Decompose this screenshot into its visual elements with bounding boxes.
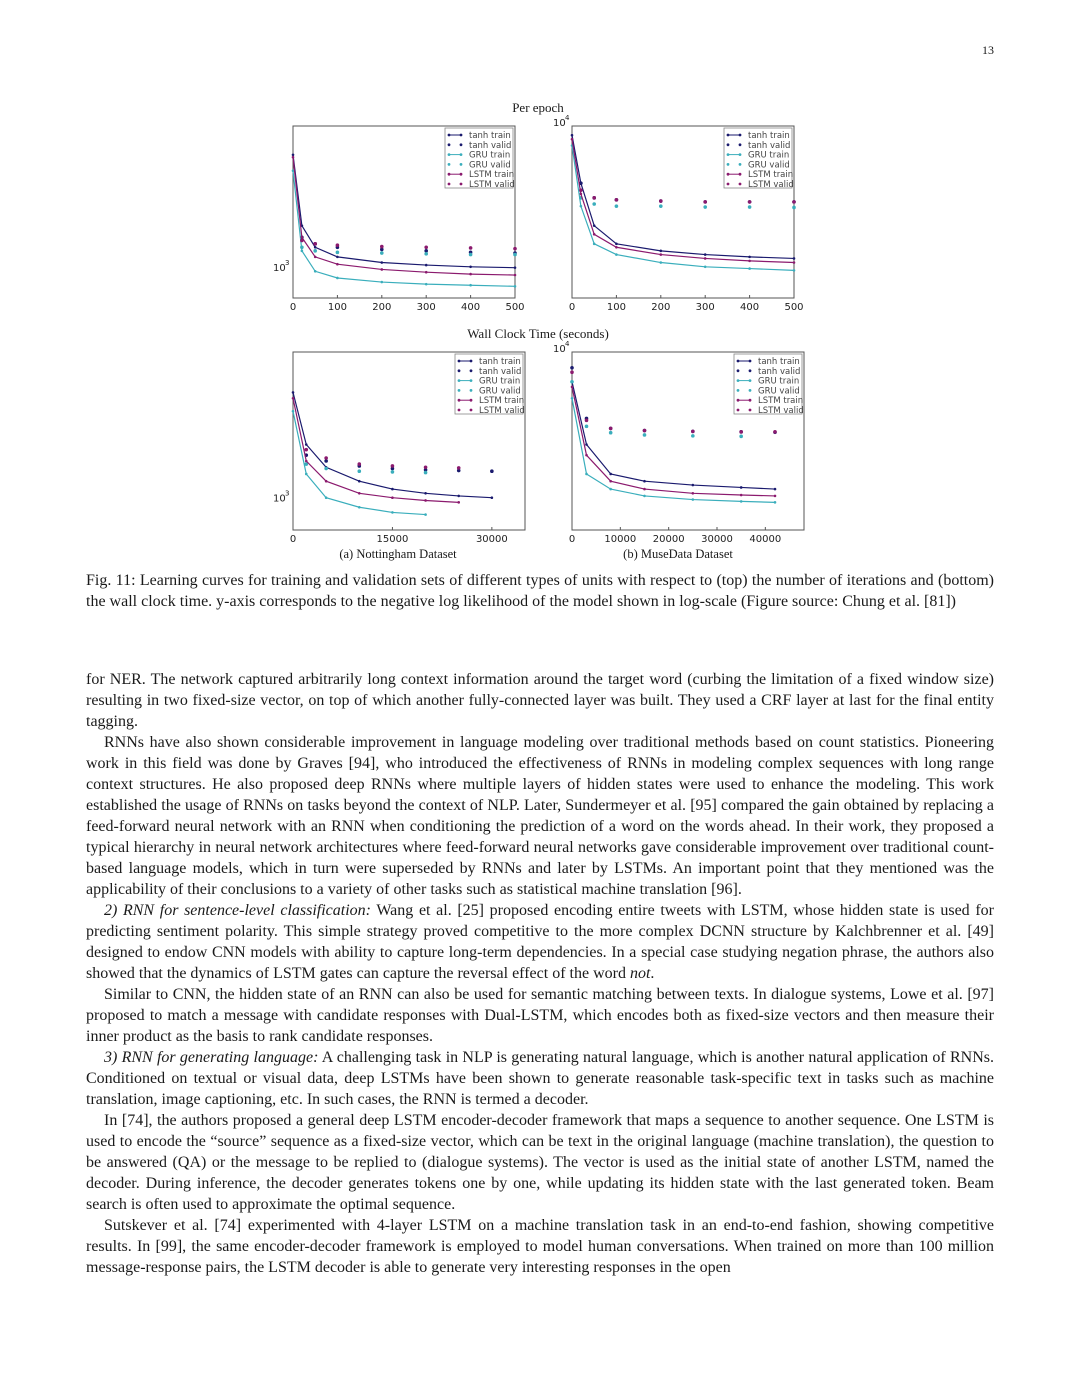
data-point	[792, 200, 796, 204]
legend-marker	[470, 409, 473, 412]
legend-marker	[458, 379, 461, 382]
x-tick-label: 20000	[652, 534, 685, 545]
x-tick-label: 0	[289, 534, 297, 545]
x-tick-label: 200	[651, 302, 671, 313]
section-heading: 2) RNN for sentence-level classification:	[104, 902, 371, 919]
data-point	[739, 430, 743, 434]
legend-label: LSTM valid	[748, 180, 794, 190]
data-point	[643, 488, 646, 491]
paragraph: for NER. The network captured arbitrarily long context information around the target word (curbing the limitation of a fixed window size) resulting in two fixed-size vector, on top of which another fully-connected layer was built. They used a CRF layer at last for the final entity tagging.	[86, 671, 994, 730]
data-point	[609, 431, 613, 435]
data-point	[704, 265, 707, 268]
legend-marker	[448, 153, 451, 156]
legend-marker	[749, 360, 752, 363]
row-title-per-epoch: Per epoch	[512, 100, 564, 115]
data-point	[513, 253, 517, 257]
paragraph: 2) RNN for sentence-level classification: Wang et al. [25] proposed encoding entire tweets with LSTM, whose hidden state is used for predicting sentiment polarity. This simple strategy proved competitive to the more complex DCNN structure by Kalchbrenner et al. [49] designed to endow CNN models with ability to capture long-term dependencies. In a special case studying negation phrase, the authors also showed that the dynamics of LSTM gates can capture the reversal effect of the word not.	[86, 902, 994, 982]
y-tick-label: 10	[273, 493, 286, 505]
data-point	[739, 435, 743, 439]
data-point	[571, 386, 574, 389]
data-point	[305, 443, 308, 446]
data-point	[740, 494, 743, 497]
data-point	[314, 270, 317, 273]
legend-marker	[727, 173, 730, 176]
data-point	[469, 273, 472, 276]
subcaption-musedata: (b) MuseData Dataset	[623, 547, 733, 561]
data-point	[703, 205, 707, 209]
data-point	[643, 433, 647, 437]
legend-marker	[739, 173, 742, 176]
data-point	[580, 205, 583, 208]
data-point	[292, 153, 295, 156]
figure-11	[0, 96, 1080, 566]
paragraph: 3) RNN for generating language: A challenging task in NLP is generating natural language, which is another natural application of RNNs. Conditioned on textual or visual data, deep LSTMs have been shown to generate reasonable task-specific text in tasks such as machine translation, image captioning, etc. In such cases, the RNN is termed a decoder.	[86, 1049, 994, 1108]
data-point	[740, 500, 743, 503]
data-point	[325, 480, 328, 483]
data-point	[660, 261, 663, 264]
y-tick-label: 10	[273, 262, 286, 274]
data-point	[593, 243, 596, 246]
legend-marker	[470, 369, 473, 372]
legend-marker	[460, 134, 463, 137]
chart-panel-bottom-right	[553, 340, 804, 545]
legend-marker	[460, 143, 463, 146]
x-tick-label: 200	[372, 302, 392, 313]
legend-label: tanh train	[469, 131, 511, 141]
legend-marker	[727, 183, 730, 186]
data-point	[314, 246, 317, 249]
legend-marker	[737, 360, 740, 363]
data-point	[469, 265, 472, 268]
x-tick-label: 0	[289, 302, 297, 313]
legend	[445, 128, 515, 190]
data-point	[660, 253, 663, 256]
x-tick-label: 500	[505, 302, 525, 313]
data-point	[570, 366, 574, 370]
legend-label: GRU valid	[748, 160, 790, 171]
data-point	[380, 251, 384, 255]
data-point	[292, 397, 295, 400]
data-point	[391, 488, 394, 491]
data-point	[425, 283, 428, 286]
x-tick-label: 500	[784, 302, 804, 313]
legend-label: tanh train	[758, 357, 800, 367]
legend-marker	[739, 183, 742, 186]
body-text	[86, 669, 994, 1278]
data-point	[292, 410, 295, 413]
x-tick-label: 0	[568, 534, 576, 545]
paragraph: Similar to CNN, the hidden state of an RNN can also be used for semantic matching between texts. In dialogue systems, Lowe et al. [97] proposed to match a message with candidate responses with Dual-LSTM, which encodes both as fixed-size vectors and then measure their inner product as the basis to rank candidate responses.	[86, 986, 994, 1045]
data-point	[659, 204, 663, 208]
data-point	[585, 419, 589, 423]
data-point	[514, 285, 517, 288]
data-point	[691, 434, 695, 438]
figure-caption: Fig. 11: Learning curves for training and validation sets of different types of units with respect to (top) the number of iterations and (bottom) the wall clock time. y-axis corresponds to the negative log likelihood of the model shown in log-scale (Figure source: Chung et al. [81])	[86, 572, 994, 610]
data-point	[336, 251, 340, 255]
data-point	[748, 205, 752, 209]
data-point	[313, 249, 317, 253]
data-point	[336, 256, 339, 259]
data-point	[579, 188, 583, 192]
legend-marker	[737, 379, 740, 382]
section-heading: 3) RNN for generating language:	[104, 1049, 319, 1066]
data-point	[793, 261, 796, 264]
data-point	[609, 488, 612, 491]
data-point	[609, 480, 612, 483]
data-point	[592, 202, 596, 206]
x-tick-label: 400	[740, 302, 760, 313]
paragraph: Sutskever et al. [74] experimented with 4-layer LSTM on a machine translation task in an end-to-end fashion, showing competitive results. In [99], the same encoder-decoder framework is employed to model human conversations. When trained on more than 100 million message-response pairs, the LSTM decoder is able to generate very interesting responses in the open	[86, 1217, 994, 1276]
data-point	[324, 456, 328, 460]
legend-marker	[739, 134, 742, 137]
data-point	[571, 138, 574, 141]
data-point	[585, 454, 588, 457]
data-point	[381, 268, 384, 271]
legend-label: LSTM train	[479, 396, 525, 407]
x-tick-label: 40000	[749, 534, 782, 545]
y-tick-exponent: 3	[285, 258, 290, 267]
x-tick-label: 400	[461, 302, 481, 313]
legend-label: tanh valid	[469, 140, 512, 151]
data-point	[748, 256, 751, 259]
data-point	[740, 486, 743, 489]
data-point	[748, 267, 751, 270]
legend-marker	[458, 389, 461, 392]
data-point	[615, 246, 618, 249]
legend-marker	[470, 379, 473, 382]
data-point	[704, 257, 707, 260]
legend-label: tanh train	[748, 131, 790, 141]
data-point	[336, 263, 339, 266]
data-point	[292, 391, 295, 394]
data-point	[425, 271, 428, 274]
x-tick-label: 30000	[701, 534, 733, 545]
legend-label: LSTM valid	[479, 406, 525, 416]
data-point	[514, 274, 517, 277]
legend-marker	[458, 360, 461, 363]
data-point	[357, 469, 361, 473]
y-tick-exponent: 3	[285, 489, 290, 498]
x-tick-label: 300	[416, 302, 436, 313]
data-point	[691, 430, 695, 434]
data-point	[424, 252, 428, 256]
legend-label: tanh valid	[758, 366, 801, 377]
data-point	[301, 250, 304, 253]
legend-marker	[448, 173, 451, 176]
data-point	[424, 245, 428, 249]
x-tick-label: 100	[606, 302, 626, 313]
legend-label: LSTM valid	[758, 406, 804, 416]
data-point	[305, 473, 308, 476]
data-point	[692, 492, 695, 495]
data-point	[457, 466, 461, 470]
learning-curves-figure	[0, 96, 1080, 566]
legend-label: tanh train	[479, 357, 521, 367]
legend-label: GRU train	[748, 150, 790, 161]
data-point	[774, 488, 777, 491]
legend-marker	[460, 153, 463, 156]
data-point	[615, 243, 618, 246]
data-point	[424, 465, 428, 469]
legend-label: GRU train	[758, 376, 800, 387]
legend-label: tanh valid	[479, 366, 522, 377]
legend-marker	[727, 153, 730, 156]
data-point	[585, 425, 589, 429]
y-tick-exponent: 4	[565, 340, 570, 348]
legend-marker	[737, 399, 740, 402]
data-point	[592, 196, 596, 200]
legend-marker	[739, 153, 742, 156]
x-tick-label: 30000	[475, 534, 508, 545]
page-number: 13	[982, 43, 994, 57]
data-point	[593, 224, 596, 227]
data-point	[424, 492, 427, 495]
data-point	[643, 429, 647, 433]
legend-label: tanh valid	[748, 140, 791, 151]
legend-marker	[749, 399, 752, 402]
legend-marker	[749, 409, 752, 412]
data-point	[391, 511, 394, 514]
legend-marker	[727, 134, 730, 137]
data-point	[391, 464, 395, 468]
data-point	[643, 480, 646, 483]
data-point	[357, 462, 361, 466]
data-point	[593, 233, 596, 236]
legend-marker	[460, 173, 463, 176]
legend-marker	[460, 183, 463, 186]
y-tick-exponent: 4	[565, 114, 570, 122]
legend-marker	[448, 163, 451, 166]
data-point	[615, 204, 619, 208]
data-point	[380, 245, 384, 249]
chart-panel-bottom-left	[273, 352, 525, 545]
data-point	[773, 430, 777, 434]
data-point	[469, 253, 473, 257]
legend	[724, 128, 794, 190]
data-point	[513, 247, 517, 251]
data-point	[570, 370, 574, 374]
legend-label: GRU train	[469, 150, 511, 161]
data-point	[748, 260, 751, 263]
data-point	[643, 495, 646, 498]
data-point	[615, 198, 619, 202]
legend-label: GRU valid	[479, 386, 521, 397]
y-tick-label: 10	[553, 118, 566, 129]
x-tick-label: 300	[695, 302, 715, 313]
data-point	[774, 495, 777, 498]
data-point	[580, 193, 583, 196]
legend-marker	[727, 143, 730, 146]
data-point	[424, 513, 427, 516]
data-point	[358, 492, 361, 495]
legend-label: LSTM valid	[469, 180, 515, 190]
legend	[734, 354, 804, 416]
data-point	[774, 501, 777, 504]
legend-marker	[739, 143, 742, 146]
data-point	[469, 246, 473, 250]
legend-marker	[470, 389, 473, 392]
data-point	[609, 427, 613, 431]
x-tick-label: 10000	[604, 534, 637, 545]
data-point	[609, 473, 612, 476]
data-point	[314, 256, 317, 259]
legend-marker	[737, 389, 740, 392]
data-point	[304, 448, 308, 452]
legend-label: LSTM train	[758, 396, 804, 407]
data-point	[615, 253, 618, 256]
legend-label: GRU train	[479, 376, 521, 387]
data-point	[300, 245, 304, 249]
data-point	[336, 277, 339, 280]
data-point	[301, 236, 304, 239]
data-point	[469, 284, 472, 287]
data-point	[570, 380, 574, 384]
paragraph: In [74], the authors proposed a general deep LSTM encoder-decoder framework that maps a sequence to another sequence. One LSTM is used to encode the “source” sequence as a fixed-size vector, which can be text in the original language (machine translation), the question to be answered (QA) or the message to be replied to (dialogue systems). The vector is used as the initial state of another LSTM, named the decoder. During inference, the decoder generates tokens one by one, while updating its hidden state with the last generated token. Beam search is often used to approximate the optimal sequence.	[86, 1112, 994, 1213]
legend-marker	[448, 183, 451, 186]
legend-marker	[470, 360, 473, 363]
data-point	[491, 496, 494, 499]
legend-marker	[737, 369, 740, 372]
data-point	[381, 281, 384, 284]
legend-marker	[448, 134, 451, 137]
legend-marker	[749, 389, 752, 392]
data-point	[324, 467, 328, 471]
data-point	[424, 499, 427, 502]
x-tick-label: 15000	[376, 534, 409, 545]
legend-marker	[458, 399, 461, 402]
data-point	[425, 264, 428, 267]
x-tick-label: 0	[568, 302, 576, 313]
data-point	[704, 253, 707, 256]
data-point	[659, 199, 663, 203]
legend-marker	[749, 379, 752, 382]
data-point	[292, 156, 295, 159]
y-tick-label: 10	[553, 344, 566, 355]
legend-marker	[749, 369, 752, 372]
data-point	[325, 496, 328, 499]
legend-marker	[737, 409, 740, 412]
data-point	[313, 242, 317, 246]
legend-label: LSTM train	[748, 170, 794, 181]
data-point	[571, 397, 574, 400]
data-point	[358, 480, 361, 483]
legend	[455, 354, 525, 416]
subcaption-nottingham: (a) Nottingham Dataset	[339, 547, 457, 561]
legend-marker	[448, 143, 451, 146]
data-point	[381, 261, 384, 264]
paragraph: RNNs have also shown considerable improvement in language modeling over traditional methods based on count statistics. Pioneering work in this field was done by Graves [94], who introduced the effectiveness of RNNs in modeling complex sequences with long range context structures. He also proposed deep RNNs where multiple layers of hidden states were used to enhance the modeling. This work established the usage of RNNs on tasks beyond the context of NLP. Later, Sundermeyer et al. [95] compared the gain obtained by replacing a feed-forward neural network with an RNN when conditioning the prediction of a word on the words ahead. In their work, they proposed a typical hierarchy in neural network architectures where feed-forward neural networks gave considerable improvement over traditional count-based language models, which in turn were superseded by RNNs and later by LSTMs. An important point that they mentioned was the applicability of their conclusions to a variety of other tasks such as statistical machine translation [96].	[86, 734, 994, 898]
data-point	[514, 266, 517, 269]
data-point	[457, 495, 460, 498]
chart-panel-top-left	[273, 126, 525, 313]
row-title-wall-clock: Wall Clock Time (seconds)	[467, 326, 609, 341]
data-point	[703, 200, 707, 204]
data-point	[391, 496, 394, 499]
data-point	[490, 469, 494, 473]
chart-panel-top-right	[553, 114, 804, 313]
legend-marker	[460, 163, 463, 166]
data-point	[571, 134, 574, 137]
data-point	[305, 460, 308, 463]
data-point	[692, 484, 695, 487]
legend-label: GRU valid	[469, 160, 511, 171]
data-point	[692, 498, 695, 501]
data-point	[358, 506, 361, 509]
data-point	[793, 257, 796, 260]
legend-label: GRU valid	[758, 386, 800, 397]
data-point	[391, 470, 395, 474]
legend-marker	[458, 369, 461, 372]
data-point	[457, 501, 460, 504]
data-point	[585, 473, 588, 476]
data-point	[748, 200, 752, 204]
data-point	[792, 206, 796, 210]
data-point	[424, 471, 428, 475]
legend-marker	[470, 399, 473, 402]
legend-marker	[739, 163, 742, 166]
data-point	[336, 243, 340, 247]
data-point	[300, 239, 304, 243]
legend-label: LSTM train	[469, 170, 515, 181]
data-point	[660, 250, 663, 253]
legend-marker	[458, 409, 461, 412]
data-point	[793, 269, 796, 272]
x-tick-label: 100	[327, 302, 347, 313]
legend-marker	[727, 163, 730, 166]
data-point	[585, 443, 588, 446]
